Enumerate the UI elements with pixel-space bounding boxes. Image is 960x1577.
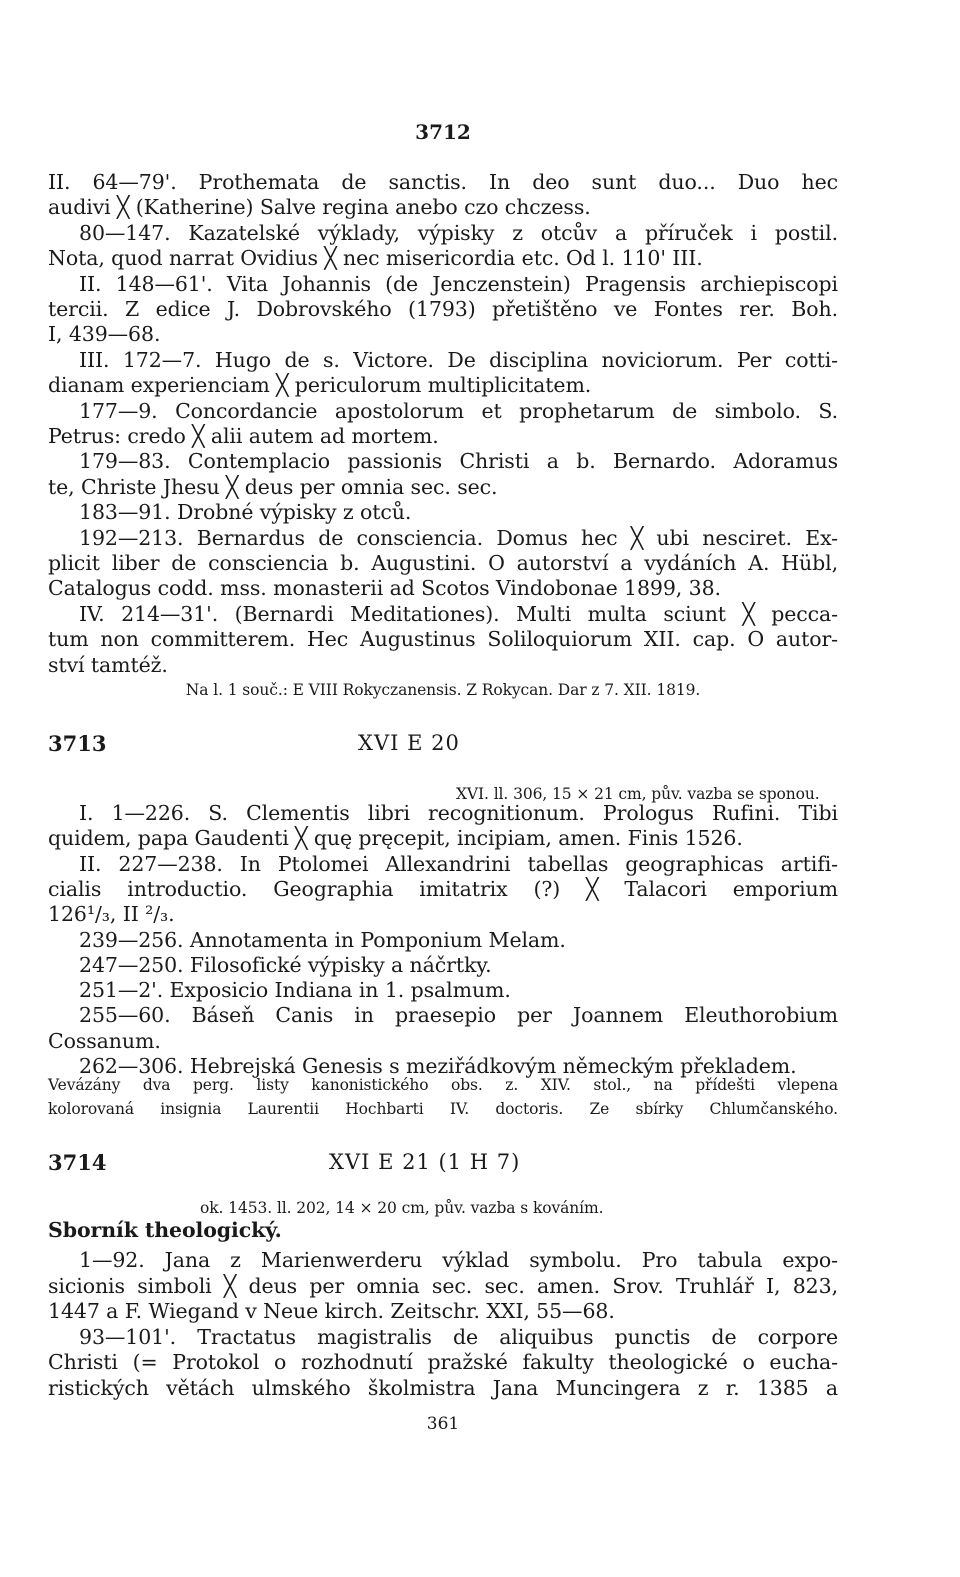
entry-3712-line: dianam experienciam ╳ periculorum multiplicitatem. [48, 373, 592, 398]
entry-3713-line: 251—2'. Exposicio Indiana in 1. psalmum. [79, 978, 511, 1003]
entry-3713-line: 262—306. Hebrejská Genesis s meziřádkovým německým překladem. [79, 1054, 797, 1078]
page-footer-number: 361 [426, 1414, 460, 1434]
entry-3714-title: Sborník theologický. [48, 1218, 282, 1242]
entry-3712-line: 80—147. Kazatelské výklady, výpisky z otcův a příruček i postil. [79, 220, 838, 245]
entry-3712-line: tum non committerem. Hec Augustinus Soliloquiorum XII. cap. O autor- [48, 627, 838, 652]
entry-3712-provenance-note: Na l. 1 souč.: E VIII Rokyczanensis. Z Rokycan. Dar z 7. XII. 1819. [185, 681, 701, 699]
entry-3712-line: III. 172—7. Hugo de s. Victore. De disciplina noviciorum. Per cotti- [79, 347, 838, 372]
page-header-number: 3712 [415, 120, 471, 144]
entry-3713-line: quidem, papa Gaudenti ╳ quę pręcepit, incipiam, amen. Finis 1526. [48, 826, 743, 851]
entry-3714-signature: XVI E 21 (1 H 7) [329, 1150, 521, 1174]
entry-3712-line: tercii. Z edice J. Dobrovského (1793) přetištěno ve Fontes rer. Boh. [48, 297, 838, 321]
entry-3714-line: Christi (= Protokol o rozhodnutí pražské fakulty theologické o eucha- [48, 1350, 838, 1375]
entry-3713-line: 247—250. Filosofické výpisky a náčrtky. [79, 952, 492, 977]
entry-3712-line: II. 64—79'. Prothemata de sanctis. In deo sunt duo... Duo hec [48, 170, 838, 194]
entry-3713-signature: XVI E 20 [358, 731, 460, 755]
entry-3713-line: 239—256. Annotamenta in Pomponium Melam. [79, 927, 566, 952]
entry-3713-number: 3713 [48, 731, 107, 756]
entry-3712-line: te, Christe Jhesu ╳ deus per omnia sec. sec. [48, 474, 498, 499]
entry-3713-line: 255—60. Báseň Canis in praesepio per Joannem Eleuthorobium [79, 1003, 838, 1028]
entry-3714-line: 1—92. Jana z Marienwerderu výklad symbolu. Pro tabula expo- [79, 1248, 838, 1272]
entry-3714-line: 93—101'. Tractatus magistralis de aliquibus punctis de corpore [79, 1324, 838, 1349]
entry-3714-line: ristických větách ulmského školmistra Jana Muncingera z r. 1385 a [48, 1376, 838, 1400]
entry-3712-line: ství tamtéž. [48, 652, 168, 677]
entry-3712-line: Nota, quod narrat Ovidius ╳ nec misericordia etc. Od l. 110' III. [48, 246, 703, 271]
entry-3713-line: cialis introductio. Geographia imitatrix (?) ╳ Talacori emporium [48, 876, 838, 901]
entry-3712-line: plicit liber de consciencia b. Augustini. O autorství a vydáních A. Hübl, [48, 551, 838, 575]
entry-3712-line: 179—83. Contemplacio passionis Christi a b. Bernardo. Adoramus [79, 449, 838, 474]
entry-3714-physical-description: ok. 1453. ll. 202, 14 × 20 cm, pův. vazba s kováním. [200, 1199, 604, 1217]
entry-3713-line: Cossanum. [48, 1028, 161, 1053]
entry-3712-line: I, 439—68. [48, 322, 161, 347]
entry-3713-line: II. 227—238. In Ptolomei Allexandrini tabellas geographicas artifi- [79, 851, 838, 876]
entry-3712-line: 183—91. Drobné výpisky z otců. [79, 500, 412, 525]
entry-3713-line: 126¹/₃, II ²/₃. [48, 902, 175, 927]
entry-3714-number: 3714 [48, 1150, 107, 1175]
entry-3714-line: sicionis simboli ╳ deus per omnia sec. sec. amen. Srov. Truhlář I, 823, [48, 1273, 838, 1298]
entry-3713-physical-description: XVI. ll. 306, 15 × 21 cm, pův. vazba se sponou. [456, 785, 820, 803]
entry-3712-line: Petrus: credo ╳ alii autem ad mortem. [48, 424, 439, 448]
entry-3713-note-line-2: kolorovaná insignia Laurentii Hochbarti IV. doctoris. Ze sbírky Chlumčanského. [48, 1100, 838, 1118]
entry-3712-line: audivi ╳ (Katherine) Salve regina anebo czo chczess. [48, 195, 591, 220]
entry-3713-note-line-1: Vevázány dva perg. listy kanonistického obs. z. XIV. stol., na přídešti vlepena [48, 1076, 838, 1094]
entry-3713-line: I. 1—226. S. Clementis libri recognitionum. Prologus Rufini. Tibi [79, 801, 838, 825]
entry-3712-line: II. 148—61'. Vita Johannis (de Jenczenstein) Pragensis archiepiscopi [79, 271, 838, 296]
entry-3712-line: 192—213. Bernardus de consciencia. Domus hec ╳ ubi nesciret. Ex- [79, 525, 838, 550]
entry-3714-line: 1447 a F. Wiegand v Neue kirch. Zeitschr. XXI, 55—68. [48, 1299, 615, 1324]
entry-3712-line: 177—9. Concordancie apostolorum et prophetarum de simbolo. S. [79, 398, 838, 423]
entry-3712-line: IV. 214—31'. (Bernardi Meditationes). Multi multa sciunt ╳ pecca- [79, 601, 838, 626]
entry-3712-line: Catalogus codd. mss. monasterii ad Scotos Vindobonae 1899, 38. [48, 576, 721, 601]
